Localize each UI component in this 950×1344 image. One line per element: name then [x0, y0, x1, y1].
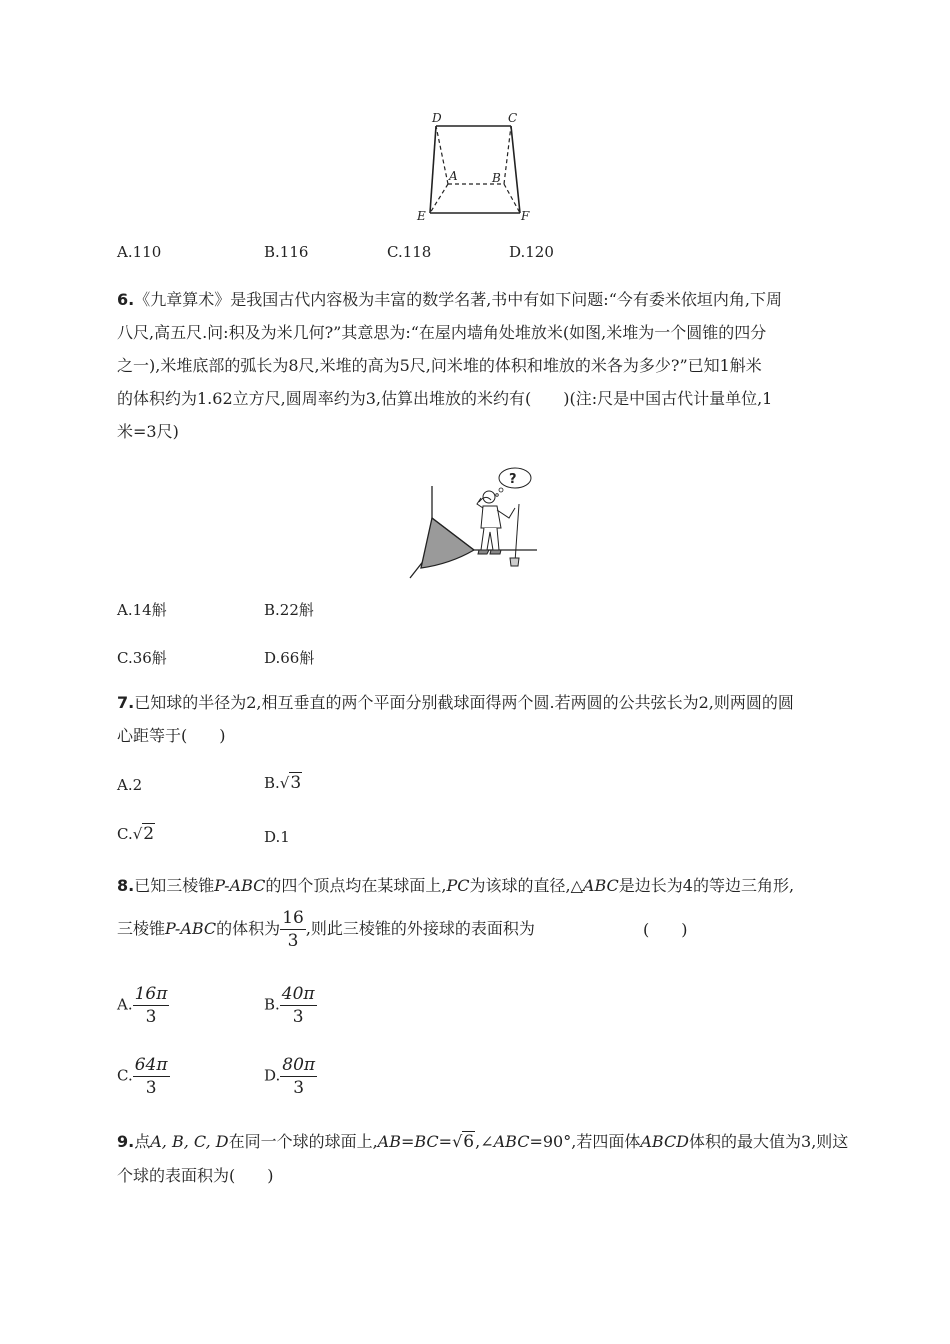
q5-option-b[interactable]: B.116 — [264, 243, 309, 261]
q8-answer-paren: ( ) — [643, 920, 688, 939]
q7-option-d[interactable]: D.1 — [264, 828, 290, 846]
q7-option-b[interactable]: B.√3 — [264, 773, 302, 793]
q6-stem: 6.《九章算术》是我国古代内容极为丰富的数学名著,书中有如下问题:“今有委米依垣内角,下周 八尺,高五尺.问:积及为米几何?”其意思为:“在屋内墙角处堆放米(如图,米堆为一个圆锥的四分 之一),米堆底部的弧长为8尺,米堆的高为5尺,问米堆的体积和堆放的米各为多少?”已知1斛米 的体积约为1.62立方尺,圆周率约为3,估算出堆放的米约有( )(注:尺是中国古代计量单位,1 米=3尺) — [117, 290, 782, 441]
q6-number: 6. — [117, 290, 135, 309]
rice-pile-figure — [405, 458, 545, 580]
question-mark: ? — [509, 472, 517, 487]
q9-stem: 9.点A, B, C, D在同一个球的球面上,AB=BC=√6,∠ABC=90°,若四面体ABCD体积的最大值为3,则这 个球的表面积为( ) — [117, 1132, 849, 1185]
q8-option-d[interactable]: D. $\frac{80\pi}{3}$ — [264, 1055, 316, 1098]
q8-option-c[interactable]: C. $\frac{64\pi}{3}$ — [117, 1055, 168, 1098]
vertex-label-d: D — [432, 111, 442, 125]
vertex-label-b: B — [492, 171, 501, 185]
q8-volume-fraction: $\frac{16}{3}$ — [282, 908, 304, 951]
q7-option-c[interactable]: C.√2 — [117, 824, 155, 844]
frustum-figure — [412, 108, 542, 226]
q5-option-c[interactable]: C.118 — [387, 243, 432, 261]
vertex-label-a: A — [449, 169, 458, 183]
q7-number: 7. — [117, 693, 135, 712]
q9-number: 9. — [117, 1132, 135, 1151]
q5-option-d[interactable]: D.120 — [509, 243, 554, 261]
q6-option-d[interactable]: D.66斛 — [264, 649, 315, 667]
q8-option-a[interactable]: A. $\frac{16\pi}{3}$ — [117, 984, 168, 1027]
q6-option-a[interactable]: A.14斛 — [117, 601, 167, 619]
vertex-label-f: F — [521, 209, 530, 223]
q8-number: 8. — [117, 876, 135, 895]
q8-option-b[interactable]: B. $\frac{40\pi}{3}$ — [264, 984, 315, 1027]
q7-option-a[interactable]: A.2 — [117, 776, 143, 794]
q7-stem: 7.已知球的半径为2,相互垂直的两个平面分别截球面得两个圆.若两圆的公共弦长为2,则两圆的圆 心距等于( ) — [117, 693, 794, 745]
q8-line1: 8.已知三棱锥P-ABC的四个顶点均在某球面上,PC为该球的直径,△ABC是边长为4的等边三角形, — [117, 876, 795, 895]
vertex-label-c: C — [508, 111, 518, 125]
q5-option-a[interactable]: A.110 — [117, 243, 162, 261]
vertex-label-e: E — [417, 209, 426, 223]
q6-option-b[interactable]: B.22斛 — [264, 601, 314, 619]
q6-option-c[interactable]: C.36斛 — [117, 649, 167, 667]
q8-line2: 三棱锥P-ABC的体积为 $\frac{16}{3}$ ,则此三棱锥的外接球的表面积为 — [117, 908, 535, 951]
